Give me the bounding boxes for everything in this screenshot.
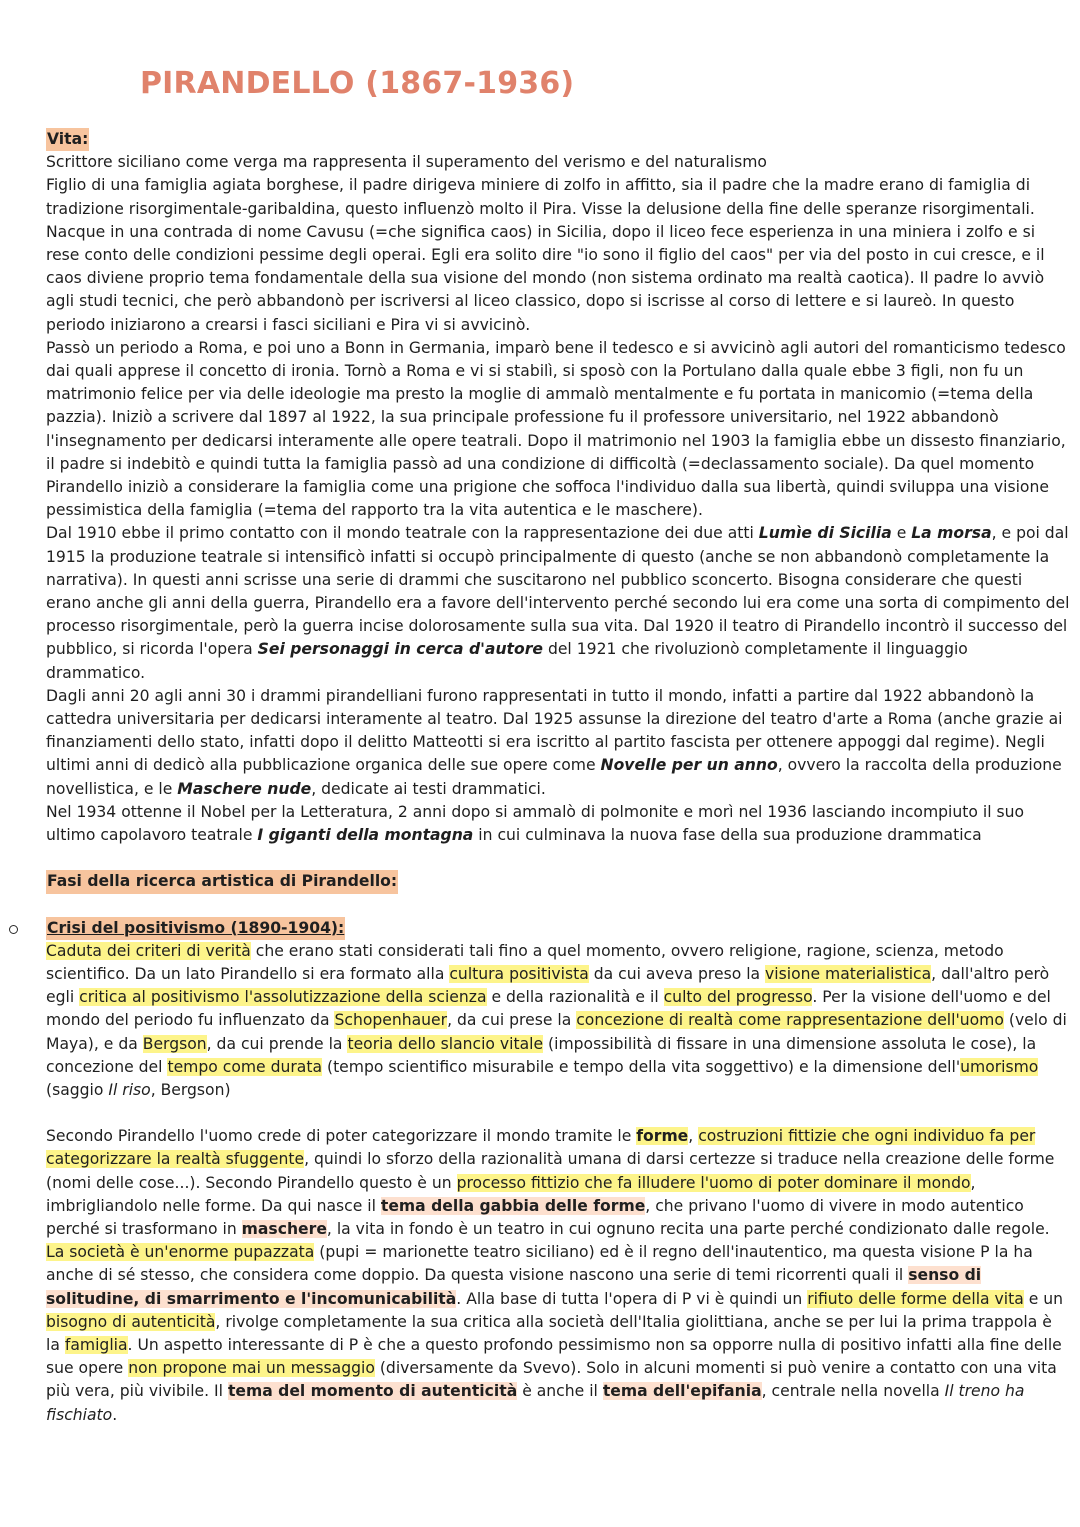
highlight: costruzioni fittizie che ogni individuo fa per categorizzare la realtà sfuggente [46,1127,1036,1169]
text-run: , [688,1127,699,1146]
hollow-circle-bullet-icon [9,925,18,934]
vita-paragraph-1: Scrittore siciliano come verga ma rappresenta il superamento del verismo e del naturalismo [46,153,767,172]
text-run: Dal 1910 ebbe il primo contatto con il mondo teatrale con la rappresentazione dei due atti [46,524,759,543]
text-run: , quindi lo sforzo della razionalità umana di darsi certezze si traduce nella creazione delle forme (nomi delle cose...). Secondo Pirandello questo è un [46,1150,1055,1192]
highlight: umorismo [960,1057,1039,1076]
text-run [759,524,892,542]
text-run [177,780,311,798]
work-title: Maschere nude [177,779,312,798]
text-run: , rivolge completamente la sua critica alla società dell'Italia giolittiana, anche se per lui la prima trappola è la [46,1312,1052,1354]
text-run: (pupi = marionette teatro siciliano) ed è il regno dell'inautentico, ma questa visione P la ha anche di sé stesso, che considera come doppio. Da questa visione nascono una serie di temi ricorrenti quali il [46,1243,1033,1285]
text-run: e della razionalità e il [486,988,664,1007]
crisi-paragraph [46,940,1070,1102]
text-run: (velo di Maya), e da [46,1011,1067,1053]
text-run: , e poi dal 1915 la produzione teatrale si intensificò infatti si occupò principalmente di questo (anche se non abbandonò completamente la narrativa). In questi anni scrisse una serie di drammi che suscitarono nel pubblico sconcerto. Bisogna considerare che questi erano anche gli anni della guerra, Pirandello era a favore dell'intervento perché secondo lui era come una sorta di compimento del processo risorgimentale, però la guerra incise dolorosamente sulla sua vita. Dal 1920 il teatro di Pirandello incontrò il successo del pubblico, si ricorda l'opera [46,524,1070,659]
text-run [601,756,778,774]
crisi-heading-row [46,917,1070,940]
text-run: , dall'altro però egli [46,964,1050,1007]
subsection-heading-crisi: Crisi del positivismo (1890-1904): [46,917,345,940]
text-run [258,640,543,658]
text-run: che erano stati considerati tali fino a quel momento, ovvero religione, ragione, scienza, metodo scientifico. Da un lato Pirandello si era formato alla [46,941,1004,983]
highlight: bisogno di autenticità [46,1312,216,1331]
page-title: PIRANDELLO (1867-1936) [140,66,575,101]
work-title: Sei personaggi in cerca d'autore [257,640,543,659]
highlight: Caduta dei criteri di verità [46,941,251,960]
text-run: , ovvero la raccolta della produzione novellistica, e le [46,756,1062,798]
highlight: tema del momento di autenticità [227,1382,518,1401]
highlight: critica al positivismo l'assolutizzazione della scienza [79,988,487,1007]
work-title: Il riso [108,1080,151,1099]
text-run: è anche il [517,1382,603,1401]
highlight: teoria dello slancio vitale [347,1034,544,1053]
text-run: , da cui prese la [447,1011,577,1030]
highlight: maschere [241,1219,327,1238]
text-run: Nel 1934 ottenne il Nobel per la Letteratura, 2 anni dopo si ammalò di polmonite e morì nel 1936 lasciando incompiuto il suo ultimo capolavoro teatrale [46,802,1025,845]
section-heading-vita: Vita: [46,128,89,151]
fasi-heading-row [46,870,1070,893]
text-run: (impossibilità di fissare in una dimensione assoluta le cose), la concezione del [46,1034,1037,1076]
work-title: Novelle per un anno [600,756,778,775]
highlight: Bergson [142,1034,207,1053]
text-run: . Per la visione dell'uomo e del mondo del periodo fu influenzato da [46,988,1051,1030]
text-run: (saggio [46,1080,109,1099]
text-run: (diversamente da Svevo). Solo in alcuni momenti si può venire a contatto con una vita più vera, più vivibile. Il [46,1359,1057,1401]
highlight: senso di solitudine, di smarrimento e l'incomunicabilità [46,1266,982,1308]
text-run: Secondo Pirandello l'uomo crede di poter categorizzare il mondo tramite le [46,1127,637,1146]
text-run: del 1921 che rivoluzionò completamente il linguaggio drammatico. [46,640,968,682]
highlight: tema dell'epifania [602,1382,762,1401]
text-run: , la vita in fondo è un teatro in cui ognuno recita una parte perché condizionato dalle regole. [326,1219,1050,1238]
text-run: e un [1023,1289,1064,1308]
text-run: e [891,524,912,543]
work-title: La morsa [911,524,992,543]
text-run: , imbrigliandolo nelle forme. Da qui nasce il [46,1173,976,1215]
document-body [46,128,1070,1427]
highlight: non propone mai un messaggio [128,1359,375,1378]
highlight: tema della gabbia delle forme [380,1196,646,1215]
section-heading-fasi: Fasi della ricerca artistica di Pirandello: [46,870,398,893]
highlight: forme [636,1127,689,1146]
text-run: (tempo scientifico misurabile e tempo della vita soggettivo) e la dimensione dell' [322,1057,961,1076]
highlight: processo fittizio che fa illudere l'uomo di poter dominare il mondo [456,1173,971,1192]
text-run: da cui aveva preso la [588,964,766,983]
highlight: visione materialistica [765,964,932,983]
text-run: , centrale nella novella [761,1382,945,1401]
work-title: I giganti della montagna [257,826,474,845]
text-run: . Un aspetto interessante di P è che a questo profondo pessimismo non sa opporre nulla di positivo infatti alla fine delle sue opere [46,1335,1062,1378]
work-title: Lumìe di Sicilia [758,524,892,543]
work-title: Il treno ha fischiato [46,1382,1025,1424]
highlight: cultura positivista [449,964,589,983]
vita-paragraph-3: Passò un periodo a Roma, e poi uno a Bonn in Germania, imparò bene il tedesco e si avvicinò agli autori del romanticismo tedesco dai quali apprese il concetto di ironia. Tornò a Roma e vi si stabilì, si sposò con la Portulano dalla quale ebbe 3 figli, non fu un matrimonio felice per via delle ideologie ma presto la moglie di ammalò mentalmente e fu portata in manicomio (=tema della pazzia). Iniziò a scrivere dal 1897 al 1922, la sua principale professione fu il professore universitario, nel 1922 abbandonò l'insegnamento per dedicarsi interamente alle opere teatrali. Dopo il matrimonio nel 1903 la famiglia ebbe un dissesto finanziario, il padre si indebitò e quindi tutta la famiglia passò ad una condizione di difficoltà (=declassamento sociale). Da quel momento Pirandello iniziò a considerare la famiglia come una prigione che soffoca l'individuo dalla sua libertà, quindi sviluppa una visione pessimistica della famiglia (=tema del rapporto tra la vita autentica e le maschere). [46,338,1066,520]
vita-paragraph-4 [46,522,1070,684]
highlight: tempo come durata [167,1057,323,1076]
vita-paragraph-2: Figlio di una famiglia agiata borghese, il padre dirigeva miniere di zolfo in affitto, sia il padre che la madre erano di famiglia di tradizione risorgimentale-garibaldina, questo influenzò molto il Pira. Visse la delusione della fine delle speranze risorgimentali. Nacque in una contrada di nome Cavusu (=che significa caos) in Sicilia, dopo il liceo fece esperienza in una miniera i zolfo e si rese conto delle condizioni pessime degli operai. Egli era solito dire "io sono il figlio del caos" per via del posto in cui cresce, e il caos diviene proprio tema fondamentale della sua visione del mondo (non sistema ordinato ma realtà caotica). Il padre lo avviò agli studi tecnici, che però abbandonò per iscriversi al liceo classico, dopo si iscrisse al corso di lettere e si laureò. In questo periodo iniziarono a crearsi i fasci siciliani e Pira vi si avvicinò. [46,176,1045,334]
highlight: culto del progresso [663,988,813,1007]
highlight: rifiuto delle forme della vita [807,1289,1024,1308]
highlight: La società è un'enorme pupazzata [46,1243,315,1262]
text-run: , da cui prende la [206,1034,348,1053]
vita-paragraph-5 [46,685,1070,801]
text-run [911,524,991,542]
highlight: famiglia [64,1335,128,1354]
text-run [257,826,473,844]
text-run: . [112,1405,118,1424]
forme-paragraph [46,1125,1070,1427]
vita-paragraph-6 [46,801,1070,847]
highlight: Schopenhauer [334,1011,448,1030]
text-run: . Alla base di tutta l'opera di P vi è quindi un [456,1289,808,1308]
text-run: in cui culminava la nuova fase della sua produzione drammatica [473,826,982,845]
text-run: Dagli anni 20 agli anni 30 i drammi pirandelliani furono rappresentati in tutto il mondo, infatti a partire dal 1922 abbandonò la cattedra universitaria per dedicarsi interamente al teatro. Dal 1925 assunse la direzione del teatro d'arte a Roma (anche grazie ai finanziamenti dello stato, infatti dopo il delitto Matteotti si era iscritto al partito fascista per ottenere appoggi dal regime). Negli ultimi anni di dedicò alla pubblicazione organica delle sue opere come [46,686,1063,775]
highlight: concezione di realtà come rappresentazione dell'uomo [576,1011,1004,1030]
text-run: , dedicate ai testi drammatici. [311,779,546,798]
text-run: , che privano l'uomo di vivere in modo autentico perché si trasformano in [46,1196,1024,1238]
text-run: , Bergson) [150,1080,231,1099]
vita-heading-row [46,128,1070,151]
